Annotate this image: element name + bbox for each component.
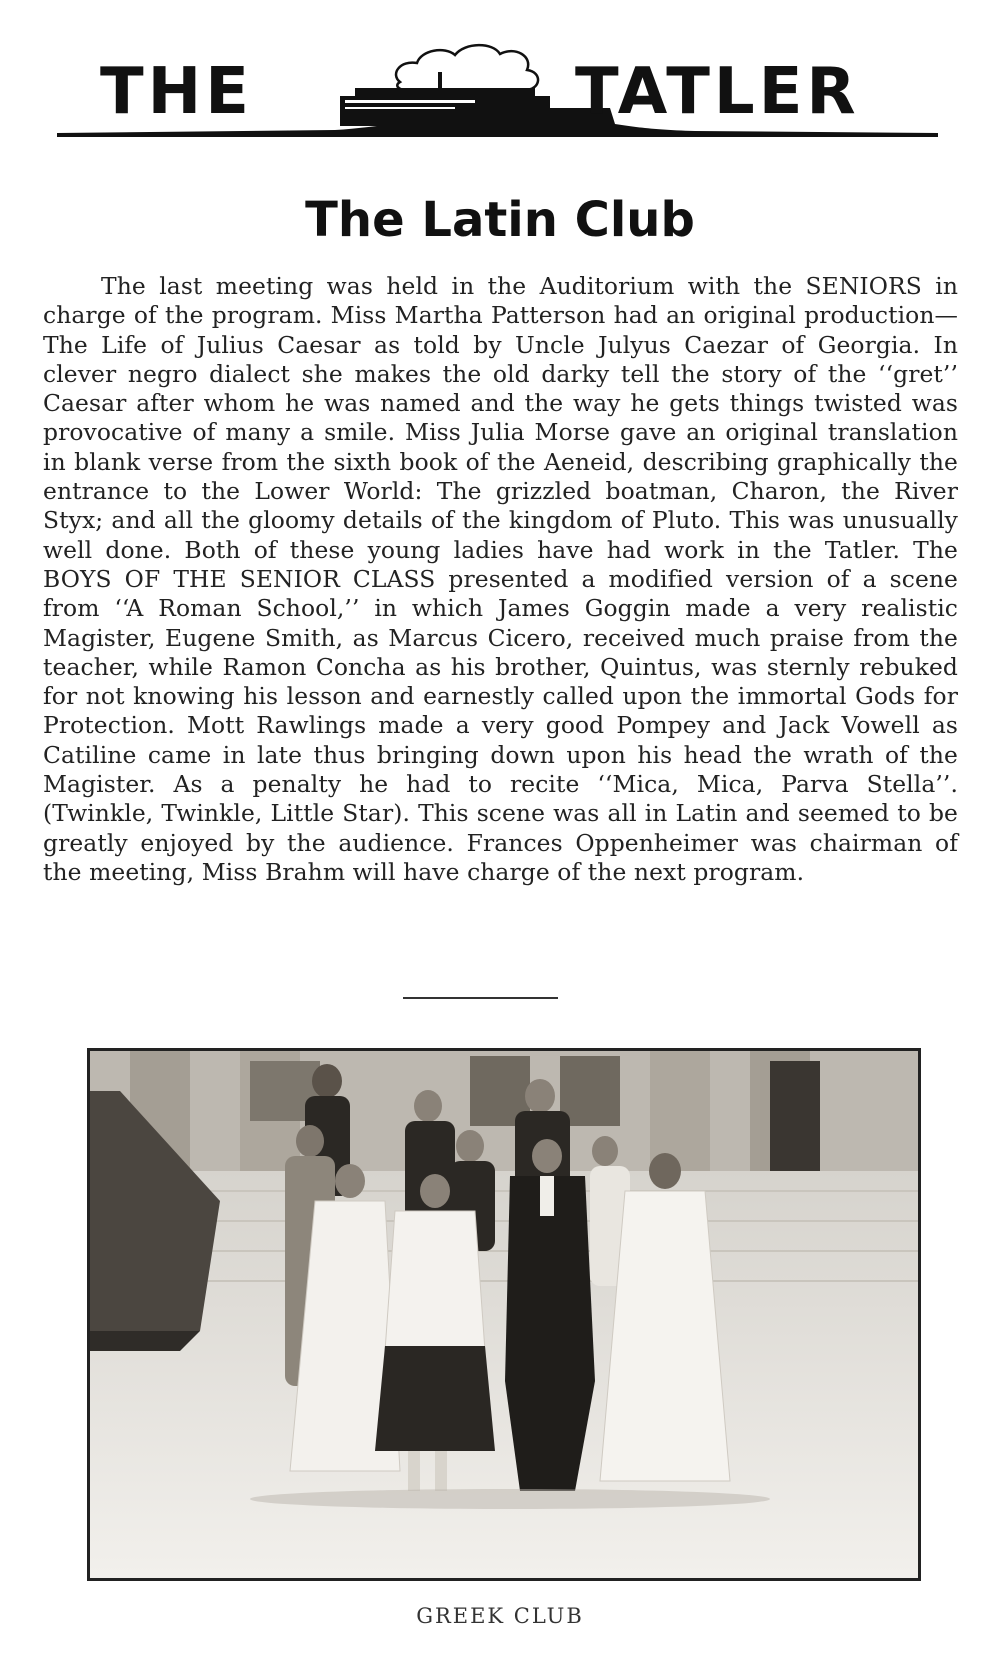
group-photo bbox=[87, 1048, 921, 1581]
masthead-left-word: THE bbox=[100, 55, 253, 129]
section-divider bbox=[403, 997, 558, 999]
cloud-icon bbox=[396, 45, 538, 90]
masthead-graphic bbox=[55, 30, 940, 150]
photo-caption: GREEK CLUB bbox=[416, 1604, 584, 1628]
masthead-right-word: TATLER bbox=[575, 55, 860, 129]
building-icon bbox=[340, 72, 550, 126]
article-body: The last meeting was held in the Auditorium with the SENIORS in charge of the program. Miss Martha Patterson had an original production—The Life of Julius Caesar as told by Uncle Julyus Caezar of Georgia. In clever negro dialect she makes the old darky tell the story of the ‘‘gret’’ Caesar after whom he was named and the way he gets things twisted was provocative of many a smile. Miss Julia Morse gave an original translation in blank verse from the sixth book of the Aeneid, describing graphically the entrance to the Lower World: The grizzled boatman, Charon, the River Styx; and all the gloomy details of the kingdom of Pluto. This was unusually well done. Both of these young ladies have had work in the Tatler. The BOYS OF THE SENIOR CLASS presented a modified version of a scene from ‘‘A Roman School,’’ in which James Goggin made a very realistic Magister, Eugene Smith, as Marcus Cicero, received much praise from the teacher, while Ramon Concha as his brother, Quintus, was sternly rebuked for not knowing his lesson and earnestly called upon the immortal Gods for Protection. Mott Rawlings made a very good Pompey and Jack Vowell as Catiline came in late thus bringing down upon his head the wrath of the Magister. As a penalty he had to recite ‘‘Mica, Mica, Parva Stella’’. (Twinkle, Twinkle, Little Star). This scene was all in Latin and seemed to be greatly enjoyed by the audience. Frances Oppenheimer was chairman of the meeting, Miss Brahm will have charge of the next program. bbox=[43, 272, 958, 886]
group-photo-illustration bbox=[90, 1051, 918, 1578]
masthead bbox=[55, 30, 940, 150]
article-title: The Latin Club bbox=[305, 192, 695, 248]
